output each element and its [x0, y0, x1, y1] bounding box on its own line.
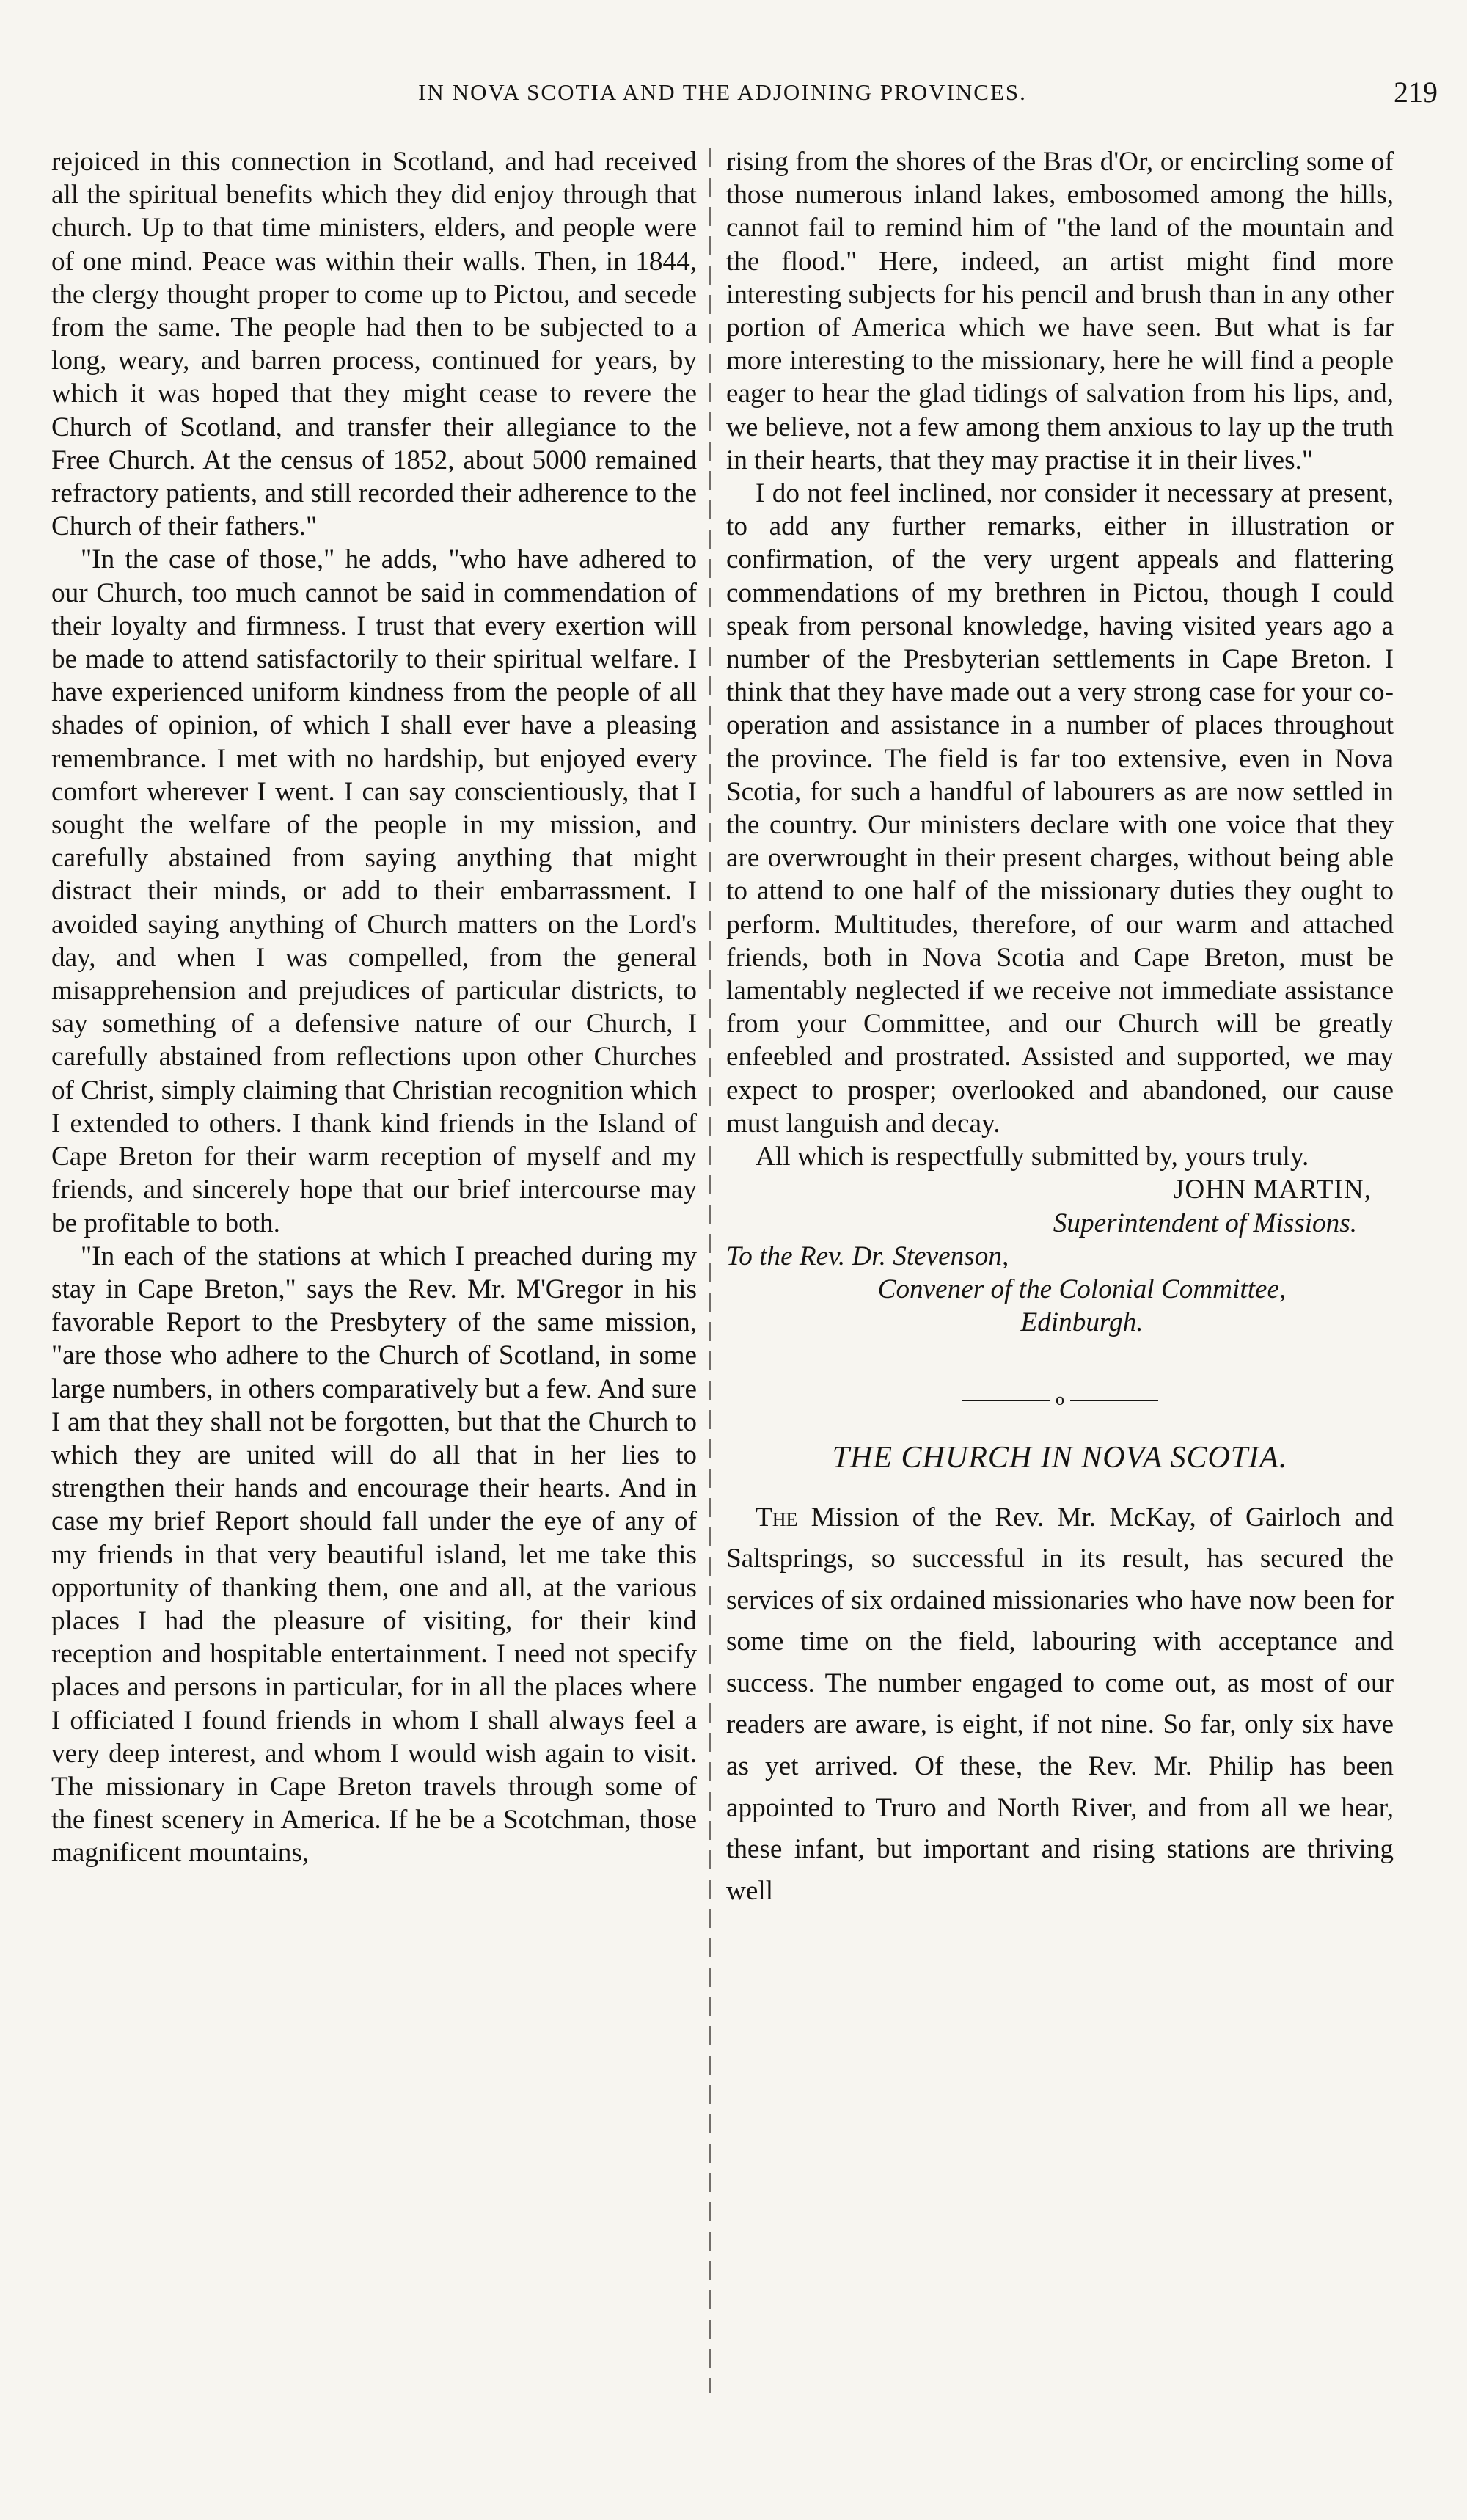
city-line: Edinburgh.	[1020, 1307, 1144, 1338]
page-header	[51, 75, 1438, 119]
divider-line-left	[962, 1400, 1050, 1401]
right-paragraph-3: All which is respectfully submitted by, yours truly.	[756, 1142, 1309, 1172]
signature-title: Superintendent of Missions.	[1053, 1208, 1357, 1238]
right-column	[726, 145, 1394, 1912]
two-column-body	[51, 145, 1394, 2442]
right-paragraph-1: rising from the shores of the Bras d'Or, or encircling some of those numerous inland lakes, embosomed among the hills, cannot fail to remind him of "the land of the mountain and the flood." Here, indeed, an artist might find more interesting subjects for his pencil and brush than in any other portion of America which we have seen. But what is far more interesting to the missionary, here he will find a people eager to hear the glad tidings of salvation from his lips, and, we believe, not a few among them anxious to lay up the truth in their hearts, that they may practise it in their lives."	[726, 147, 1394, 475]
section-title: THE CHURCH IN NOVA SCOTIA.	[832, 1441, 1288, 1475]
section-body-text: Mission of the Rev. Mr. McKay, of Gairloch and Saltsprings, so successful in its result, has secured the services of six ordained missionaries who have now been for some time on the field, labouring with acceptance and success. The number engaged to come out, as most of our readers are aware, is eight, if not nine. So far, only six have as yet arrived. Of these, the Rev. Mr. Philip has been appointed to Truro and North River, and from all we hear, these infant, but important and rising stations are thriving well	[726, 1502, 1394, 1906]
right-paragraph-2: I do not feel inclined, nor consider it necessary at present, to add any further remarks, either in illustration or confirmation, of the very urgent appeals and flattering commendations of my brethren in Pictou, though I could speak from personal knowledge, having visited years ago a number of the Presbyterian settlements in Cape Breton. I think that they have made out a very strong case for your co-operation and assistance in a number of places throughout the province. The field is far too extensive, even in Nova Scotia, for such a handful of labourers as are now settled in the country. Our ministers declare with one voice that they are overwrought in their present charges, without being able to attend to one half of the missionary duties they ought to perform. Multitudes, therefore, of our warm and attached friends, both in Nova Scotia and Cape Breton, must be lamentably neglected if we receive not immediate assistance from your Committee, and our Church will be greatly enfeebled and prostrated. Assisted and supported, we may expect to prosper; overlooked and abandoned, our cause must languish and decay.	[726, 478, 1394, 1139]
signature-name: JOHN MARTIN,	[1173, 1175, 1372, 1205]
left-paragraph-3: "In each of the stations at which I preached during my stay in Cape Breton," says the Rev. Mr. M'Gregor in his favorable Report to the Presbytery of the same mission, "are those who adhere to the Church of Scotland, in some large numbers, in others comparatively but a few. And sure I am that they shall not be forgotten, but that the Church to which they are united will do all that in her lies to strengthen their hands and encourage their hearts. And in case my brief Report should fall under the eye of any of my friends in that very beautiful island, let me take this opportunity of thanking them, one and all, at the various places I had the pleasure of visiting, for their kind reception and hospitable entertainment. I need not specify places and persons in particular, for in all the places where I officiated I found friends in whom I shall always feel a very deep interest, and whom I would wish again to visit. The missionary in Cape Breton travels through some of the finest scenery in America. If he be a Scotchman, those magnificent mountains,	[51, 1241, 697, 1869]
convener-line: Convener of the Colonial Committee,	[877, 1274, 1287, 1304]
section-divider	[726, 1383, 1394, 1410]
left-paragraph-1: rejoiced in this connection in Scotland, and had received all the spiritual benefits which they did enjoy through that church. Up to that time ministers, elders, and people were of one mind. Peace was within their walls. Then, in 1844, the clergy thought proper to come up to Pictou, and secede from the same. The people had then to be subjected to a long, weary, and barren process, continued for years, by which it was hoped that they might cease to revere the Church of Scotland, and transfer their allegiance to the Free Church. At the census of 1852, about 5000 remained refractory patients, and still recorded their adherence to the Church of their fathers."	[51, 147, 697, 542]
page-number: 219	[1394, 76, 1438, 109]
left-column	[51, 145, 697, 1870]
left-paragraph-2: "In the case of those," he adds, "who have adhered to our Church, too much cannot be said in commendation of their loyalty and firmness. I trust that every exertion will be made to attend satisfactorily to their spiritual welfare. I have experienced uniform kindness from the people of all shades of opinion, of which I shall ever have a pleasing remembrance. I met with no hardship, but enjoyed every comfort wherever I went. I can say conscientiously, that I sought the welfare of the people in my mission, and carefully abstained from saying anything that might distract their minds, or add to their embarrassment. I avoided saying anything of Church matters on the Lord's day, and when I was compelled, from the general misapprehension and prejudices of particular districts, to say something of a defensive nature of our Church, I carefully abstained from reflections upon other Churches of Christ, simply claiming that Christian recognition which I extended to others. I thank kind friends in the Island of Cape Breton for their warm reception of myself and my friends, and sincerely hope that our brief intercourse may be profitable to both.	[51, 544, 697, 1238]
divider-line-right	[1070, 1400, 1158, 1401]
addressee: To the Rev. Dr. Stevenson,	[726, 1241, 1009, 1271]
section-paragraph	[726, 1497, 1394, 1913]
divider-mark: o	[1056, 1390, 1064, 1410]
running-head: IN NOVA SCOTIA AND THE ADJOINING PROVINCES.	[418, 79, 1027, 105]
column-divider	[709, 148, 711, 2393]
section-lead-word: The	[756, 1502, 798, 1533]
